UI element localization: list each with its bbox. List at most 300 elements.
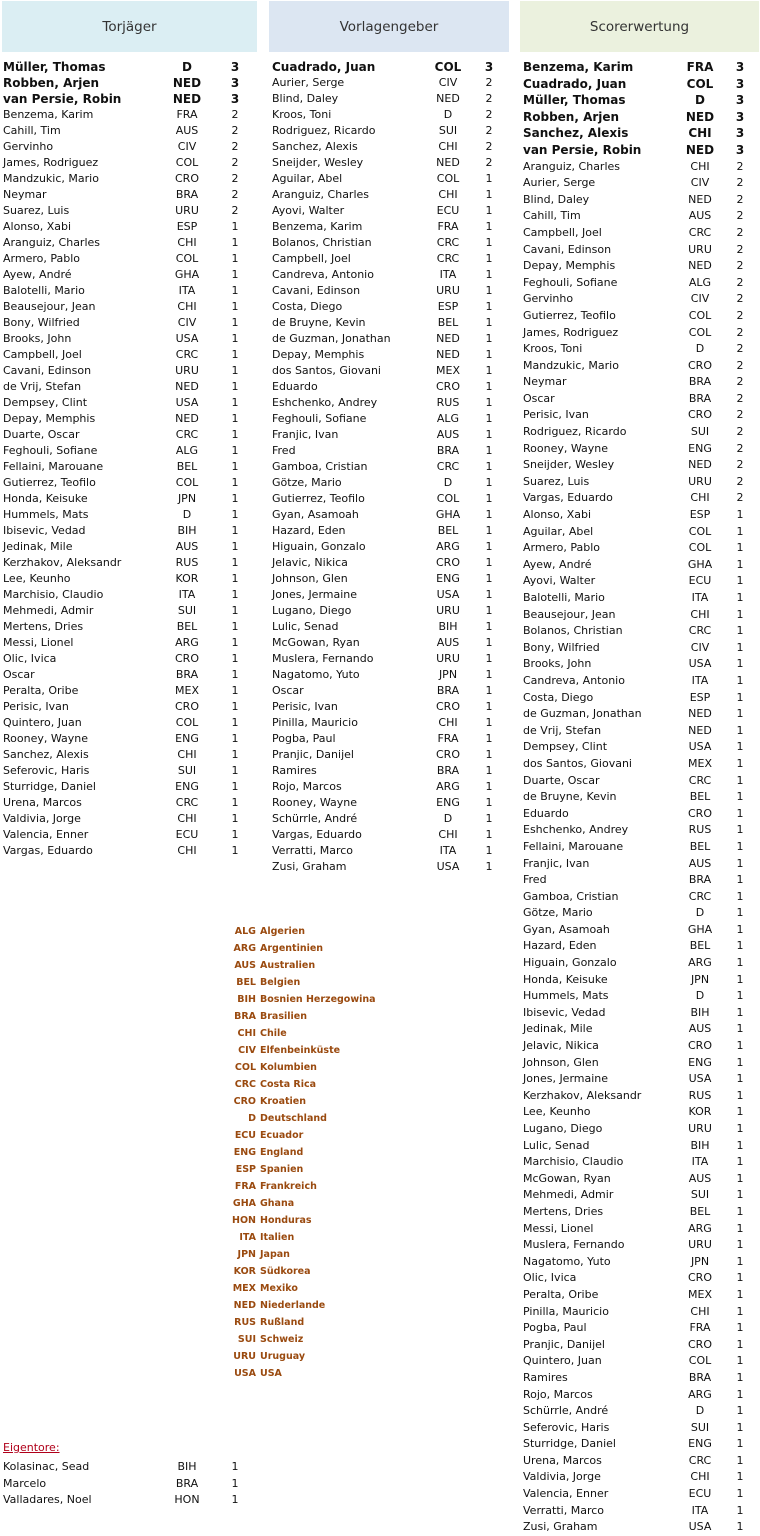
count-value: 1: [736, 1005, 744, 1019]
nation-code: ENG: [688, 1055, 712, 1069]
table-row: [523, 1453, 758, 1470]
player-name: Jedinak, Mile: [3, 540, 73, 553]
legend-country: Bosnien Herzegowina: [260, 994, 376, 1005]
player-name: de Vrij, Stefan: [3, 380, 82, 393]
player-name: Lugano, Diego: [523, 1122, 603, 1135]
count-value: 2: [231, 156, 239, 169]
count-value: 1: [485, 476, 493, 489]
count-value: 1: [736, 1503, 744, 1517]
nation-code: JPN: [690, 972, 710, 986]
legend-code: BRA: [234, 1011, 256, 1022]
table-row: [272, 219, 512, 235]
player-name: Vargas, Eduardo: [523, 491, 613, 505]
count-value: 1: [736, 1321, 744, 1335]
nation-code: URU: [436, 284, 460, 297]
player-name: Rodriguez, Ricardo: [272, 124, 376, 137]
player-name: Muslera, Fernando: [523, 1238, 625, 1252]
count-value: 1: [231, 572, 239, 585]
table-row: [523, 1055, 758, 1072]
count-value: 1: [736, 1022, 744, 1036]
player-name: McGowan, Ryan: [523, 1171, 611, 1185]
count-value: 1: [736, 574, 744, 588]
nation-code: GHA: [687, 922, 713, 936]
table-row: [3, 315, 253, 331]
player-name: Oscar: [3, 668, 35, 681]
table-row: [523, 325, 758, 342]
nation-code: CHI: [177, 236, 197, 249]
count-value: 1: [231, 428, 239, 441]
player-name: Duarte, Oscar: [523, 773, 600, 787]
nation-code: NED: [688, 192, 712, 206]
player-name: Cahill, Tim: [3, 124, 61, 137]
count-value: 1: [485, 220, 493, 233]
legend-code: ESP: [235, 1164, 256, 1175]
player-name: Eduardo: [523, 806, 569, 820]
nation-code: COL: [434, 60, 462, 74]
count-value: 1: [485, 460, 493, 473]
nation-code: USA: [436, 588, 460, 601]
count-value: 1: [736, 541, 744, 555]
player-name: Valladares, Noel: [3, 1493, 92, 1507]
nation-code: CRC: [175, 796, 199, 809]
player-name: Ayew, André: [523, 557, 592, 571]
player-name: Mertens, Dries: [3, 620, 84, 633]
count-value: 1: [231, 620, 239, 633]
table-row: [272, 587, 512, 603]
player-name: Bony, Wilfried: [3, 316, 80, 329]
nation-code: D: [182, 60, 192, 74]
table-row: [3, 603, 253, 619]
table-row: [523, 938, 758, 955]
count-value: 1: [485, 860, 493, 873]
player-name: Neymar: [523, 375, 567, 389]
player-name: Aurier, Serge: [272, 76, 345, 89]
count-value: 1: [736, 1122, 744, 1135]
player-name: Mertens, Dries: [523, 1204, 604, 1218]
player-name: Costa, Diego: [272, 300, 343, 313]
nation-code: RUS: [688, 1088, 712, 1102]
nation-code: NED: [172, 76, 202, 90]
count-value: 1: [231, 412, 239, 425]
nation-code: JPN: [438, 668, 458, 681]
player-name: Bolanos, Christian: [523, 624, 623, 638]
count-value: 1: [231, 300, 239, 313]
nation-code: CRO: [688, 408, 712, 422]
nation-code: FRA: [176, 108, 198, 121]
legend-code: JPN: [237, 1249, 256, 1260]
table-row: [272, 107, 512, 123]
count-value: 1: [485, 332, 493, 345]
player-name: Valdivia, Jorge: [3, 812, 81, 825]
player-name: Schürrle, André: [272, 812, 358, 825]
player-name: de Bruyne, Kevin: [272, 316, 366, 329]
table-row: [523, 673, 758, 690]
player-name: Marchisio, Claudio: [523, 1155, 624, 1169]
table-row: [272, 683, 512, 699]
table-row: [523, 1469, 758, 1486]
table-row: [3, 827, 253, 843]
count-value: 1: [485, 444, 493, 457]
count-value: 1: [231, 668, 239, 681]
player-name: Jones, Jermaine: [272, 588, 358, 601]
player-name: Perisic, Ivan: [523, 408, 589, 422]
count-value: 1: [485, 524, 493, 537]
table-row: [523, 175, 758, 192]
legend-country: Kroatien: [260, 1096, 306, 1107]
table-row: [3, 155, 253, 171]
player-name: Dempsey, Clint: [523, 740, 608, 754]
player-name: dos Santos, Giovani: [523, 756, 632, 770]
nation-code: COL: [175, 716, 199, 729]
legend-country: Argentinien: [260, 943, 324, 954]
table-row: [523, 756, 758, 773]
count-value: 1: [485, 236, 493, 249]
count-value: 1: [736, 1387, 744, 1401]
count-value: 1: [736, 1204, 744, 1218]
player-name: Cavani, Edinson: [272, 284, 361, 297]
nation-code: SUI: [690, 1188, 710, 1202]
nation-code: BRA: [688, 873, 712, 887]
nation-code: D: [695, 342, 705, 356]
legend-code: HON: [232, 1215, 256, 1226]
table-row: [272, 827, 512, 843]
player-name: Pinilla, Mauricio: [272, 716, 358, 729]
player-name: Beausejour, Jean: [3, 300, 96, 313]
count-value: 1: [485, 684, 493, 697]
count-value: 2: [736, 159, 744, 173]
count-value: 1: [736, 591, 744, 604]
player-name: Valencia, Enner: [3, 828, 89, 841]
count-value: 2: [736, 358, 744, 372]
count-value: 1: [231, 716, 239, 729]
table-row: [523, 407, 758, 424]
table-row: [523, 1187, 758, 1204]
player-name: Verratti, Marco: [272, 844, 353, 857]
count-value: 1: [736, 1254, 744, 1268]
nation-code: CHI: [688, 126, 712, 141]
table-row: [272, 731, 512, 747]
header-vorlagengeber: Vorlagengeber: [269, 1, 509, 52]
count-value: 1: [736, 607, 744, 621]
player-name: Benzema, Karim: [3, 108, 94, 121]
table-row: [523, 789, 758, 806]
nation-code: ESP: [689, 690, 711, 704]
count-value: 1: [231, 364, 239, 377]
nation-code: CRO: [688, 1271, 712, 1285]
table-row: [272, 539, 512, 555]
player-name: Peralta, Oribe: [3, 684, 79, 697]
legend-country: Frankreich: [260, 1181, 317, 1192]
legend-country: Costa Rica: [260, 1079, 317, 1090]
player-name: Gutierrez, Teofilo: [272, 492, 365, 505]
table-row: [272, 91, 512, 107]
count-value: 1: [736, 508, 744, 522]
table-row: [3, 347, 253, 363]
table-row: [3, 747, 253, 763]
player-name: Fred: [523, 873, 547, 887]
player-name: Brooks, John: [523, 657, 592, 671]
player-name: Vargas, Eduardo: [272, 828, 362, 841]
count-value: 1: [231, 236, 239, 249]
player-name: Feghouli, Sofiane: [523, 275, 618, 289]
count-value: 1: [485, 348, 493, 361]
nation-code: ITA: [439, 268, 457, 281]
nation-code: D: [443, 108, 453, 121]
table-row: [523, 856, 758, 873]
count-value: 1: [485, 316, 493, 329]
table-row: [3, 795, 253, 811]
nation-code: URU: [688, 242, 712, 256]
count-value: 1: [485, 188, 493, 201]
nation-code: ECU: [175, 828, 199, 841]
player-name: Beausejour, Jean: [523, 607, 616, 621]
count-value: 2: [736, 308, 744, 322]
table-row: [272, 747, 512, 763]
player-name: Aguilar, Abel: [272, 172, 343, 185]
count-value: 1: [736, 773, 744, 787]
count-value: 2: [231, 108, 239, 121]
table-row: [523, 656, 758, 673]
table-row: [523, 1088, 758, 1105]
table-row: [523, 507, 758, 524]
nation-code: CIV: [690, 640, 710, 654]
nation-code: BEL: [689, 939, 711, 953]
legend-code: COL: [234, 1062, 256, 1073]
count-value: 1: [231, 348, 239, 361]
nation-code: CIV: [690, 176, 710, 190]
nation-code: AUS: [436, 636, 460, 649]
table-row: [523, 474, 758, 491]
player-name: Franjic, Ivan: [523, 856, 590, 870]
player-name: Jelavic, Nikica: [523, 1039, 599, 1053]
player-name: Messi, Lionel: [523, 1221, 594, 1235]
table-row: [272, 459, 512, 475]
table-row: [3, 219, 253, 235]
table-row: [3, 635, 253, 651]
legend-country: Australien: [260, 960, 316, 971]
nation-code: NED: [175, 412, 199, 425]
count-value: 1: [736, 889, 744, 903]
count-value: 1: [231, 220, 239, 233]
legend-country: Elfenbeinküste: [260, 1045, 341, 1056]
table-row: [3, 507, 253, 523]
player-name: Gamboa, Cristian: [272, 460, 368, 473]
table-row: [3, 187, 253, 203]
table-row: [523, 557, 758, 574]
nation-code: ECU: [436, 204, 460, 217]
count-value: 1: [736, 839, 744, 853]
count-value: 2: [736, 176, 744, 190]
count-value: 1: [231, 844, 239, 857]
player-name: Hummels, Mats: [3, 508, 89, 521]
count-value: 1: [485, 652, 493, 665]
player-name: Duarte, Oscar: [3, 428, 80, 441]
nation-code: FRA: [437, 732, 459, 745]
player-name: Mandzukic, Mario: [3, 172, 99, 185]
nation-code: D: [443, 476, 453, 489]
count-value: 2: [485, 92, 493, 105]
player-name: Kerzhakov, Aleksandr: [523, 1088, 642, 1102]
table-row: [3, 587, 253, 603]
nation-code: SUI: [690, 425, 710, 439]
player-name: Campbell, Joel: [523, 225, 602, 239]
table-row: [272, 779, 512, 795]
player-name: Depay, Memphis: [523, 259, 616, 273]
table-row: [272, 491, 512, 507]
table-row: [3, 523, 253, 539]
player-name: Kroos, Toni: [272, 108, 332, 121]
nation-code: CHI: [438, 828, 458, 841]
player-name: Hazard, Eden: [272, 524, 346, 537]
nation-code: COL: [175, 476, 199, 489]
count-value: 1: [736, 1138, 744, 1152]
count-value: 3: [735, 142, 745, 157]
nation-code: COL: [688, 308, 712, 322]
legend-country: Mexiko: [260, 1283, 298, 1294]
player-name: Campbell, Joel: [3, 348, 82, 361]
nation-code: ECU: [688, 1487, 712, 1501]
table-row: [523, 125, 758, 142]
table-row: [523, 1337, 758, 1354]
table-row: [523, 424, 758, 441]
legend-country: Honduras: [260, 1215, 312, 1226]
nation-code: NED: [175, 380, 199, 393]
table-row: [523, 391, 758, 408]
player-name: Oscar: [272, 684, 304, 697]
table-row: [523, 1486, 758, 1503]
table-row: [3, 683, 253, 699]
legend-code: ITA: [239, 1232, 256, 1243]
table-row: [3, 763, 253, 779]
table-row: [523, 441, 758, 458]
count-value: 1: [736, 856, 744, 870]
player-name: Suarez, Luis: [3, 204, 70, 217]
player-name: Sturridge, Daniel: [523, 1437, 616, 1451]
player-name: Fellaini, Marouane: [523, 839, 624, 853]
nation-code: CRO: [688, 1337, 712, 1351]
player-name: Gamboa, Cristian: [523, 889, 619, 903]
nation-code: HON: [174, 1493, 200, 1507]
nation-code: ITA: [178, 588, 196, 601]
legend-code: RUS: [234, 1317, 256, 1328]
count-value: 1: [231, 460, 239, 473]
count-value: 1: [231, 476, 239, 489]
nation-code: ARG: [688, 956, 712, 970]
count-value: 3: [735, 109, 745, 124]
nation-code: BIH: [177, 1460, 197, 1473]
count-value: 1: [736, 1470, 744, 1484]
nation-code: USA: [436, 860, 460, 873]
nation-code: NED: [172, 92, 202, 106]
nation-code: COL: [688, 1354, 712, 1368]
nation-code: NED: [436, 92, 460, 105]
player-name: Quintero, Juan: [3, 716, 82, 729]
table-row: [3, 427, 253, 443]
nation-code: ENG: [175, 732, 199, 745]
count-value: 1: [736, 1437, 744, 1451]
count-value: 2: [231, 204, 239, 217]
player-name: Valdivia, Jorge: [523, 1470, 601, 1484]
nation-code: CRO: [436, 700, 460, 713]
table-row: [272, 347, 512, 363]
player-name: Verratti, Marco: [523, 1503, 604, 1517]
player-name: Jedinak, Mile: [523, 1022, 593, 1036]
legend-code: ECU: [234, 1130, 256, 1141]
table-row: [523, 1171, 758, 1188]
player-name: Sneijder, Wesley: [523, 458, 615, 472]
count-value: 1: [736, 1088, 744, 1102]
player-name: Marcelo: [3, 1476, 47, 1490]
legend-code: FRA: [234, 1181, 256, 1192]
table-row: [523, 1304, 758, 1321]
count-value: 1: [736, 1188, 744, 1202]
count-value: 1: [736, 657, 744, 671]
player-name: Gyan, Asamoah: [272, 508, 359, 521]
table-row: [523, 192, 758, 209]
player-name: Valencia, Enner: [523, 1487, 609, 1501]
table-row: [272, 667, 512, 683]
count-value: 1: [736, 873, 744, 887]
player-name: Lugano, Diego: [272, 604, 352, 617]
nation-code: COL: [175, 156, 199, 169]
nation-code: AUS: [436, 428, 460, 441]
player-name: Müller, Thomas: [523, 93, 626, 108]
nation-code: CRC: [436, 252, 460, 265]
player-name: Cahill, Tim: [523, 209, 581, 223]
count-value: 2: [736, 259, 744, 273]
nation-code: BRA: [175, 1476, 199, 1490]
table-row: [3, 715, 253, 731]
player-name: Sneijder, Wesley: [272, 156, 364, 169]
nation-code: CHI: [690, 1304, 710, 1318]
player-name: Candreva, Antonio: [523, 673, 625, 687]
table-row: [3, 395, 253, 411]
nation-code: CHI: [690, 491, 710, 505]
count-value: 1: [485, 732, 493, 745]
player-name: Armero, Pablo: [523, 541, 600, 555]
table-row: [272, 411, 512, 427]
table-row: [523, 1038, 758, 1055]
nation-code: URU: [688, 1238, 712, 1252]
count-value: 1: [736, 823, 744, 837]
count-value: 2: [231, 172, 239, 185]
legend-country: Brasilien: [260, 1011, 307, 1022]
legend-country: England: [260, 1147, 304, 1158]
nation-code: BRA: [688, 1370, 712, 1384]
count-value: 1: [736, 1287, 744, 1301]
legend-code: ARG: [233, 943, 256, 954]
nation-code: NED: [685, 142, 715, 157]
nation-code: CRO: [436, 556, 460, 569]
count-value: 3: [735, 93, 745, 108]
nation-code: ITA: [691, 1155, 709, 1169]
nation-code: COL: [436, 492, 460, 505]
nation-code: USA: [688, 1520, 712, 1534]
player-name: Benzema, Karim: [272, 220, 363, 233]
count-value: 1: [485, 844, 493, 857]
table-row: [523, 573, 758, 590]
table-row: [3, 811, 253, 827]
table-row: [272, 811, 512, 827]
player-name: Balotelli, Mario: [3, 284, 85, 297]
count-value: 1: [231, 252, 239, 265]
table-row: [523, 109, 758, 126]
nation-code: ENG: [175, 780, 199, 793]
player-name: Costa, Diego: [523, 690, 594, 704]
nation-code: D: [695, 906, 705, 920]
count-value: 2: [736, 275, 744, 289]
table-row: [523, 308, 758, 325]
